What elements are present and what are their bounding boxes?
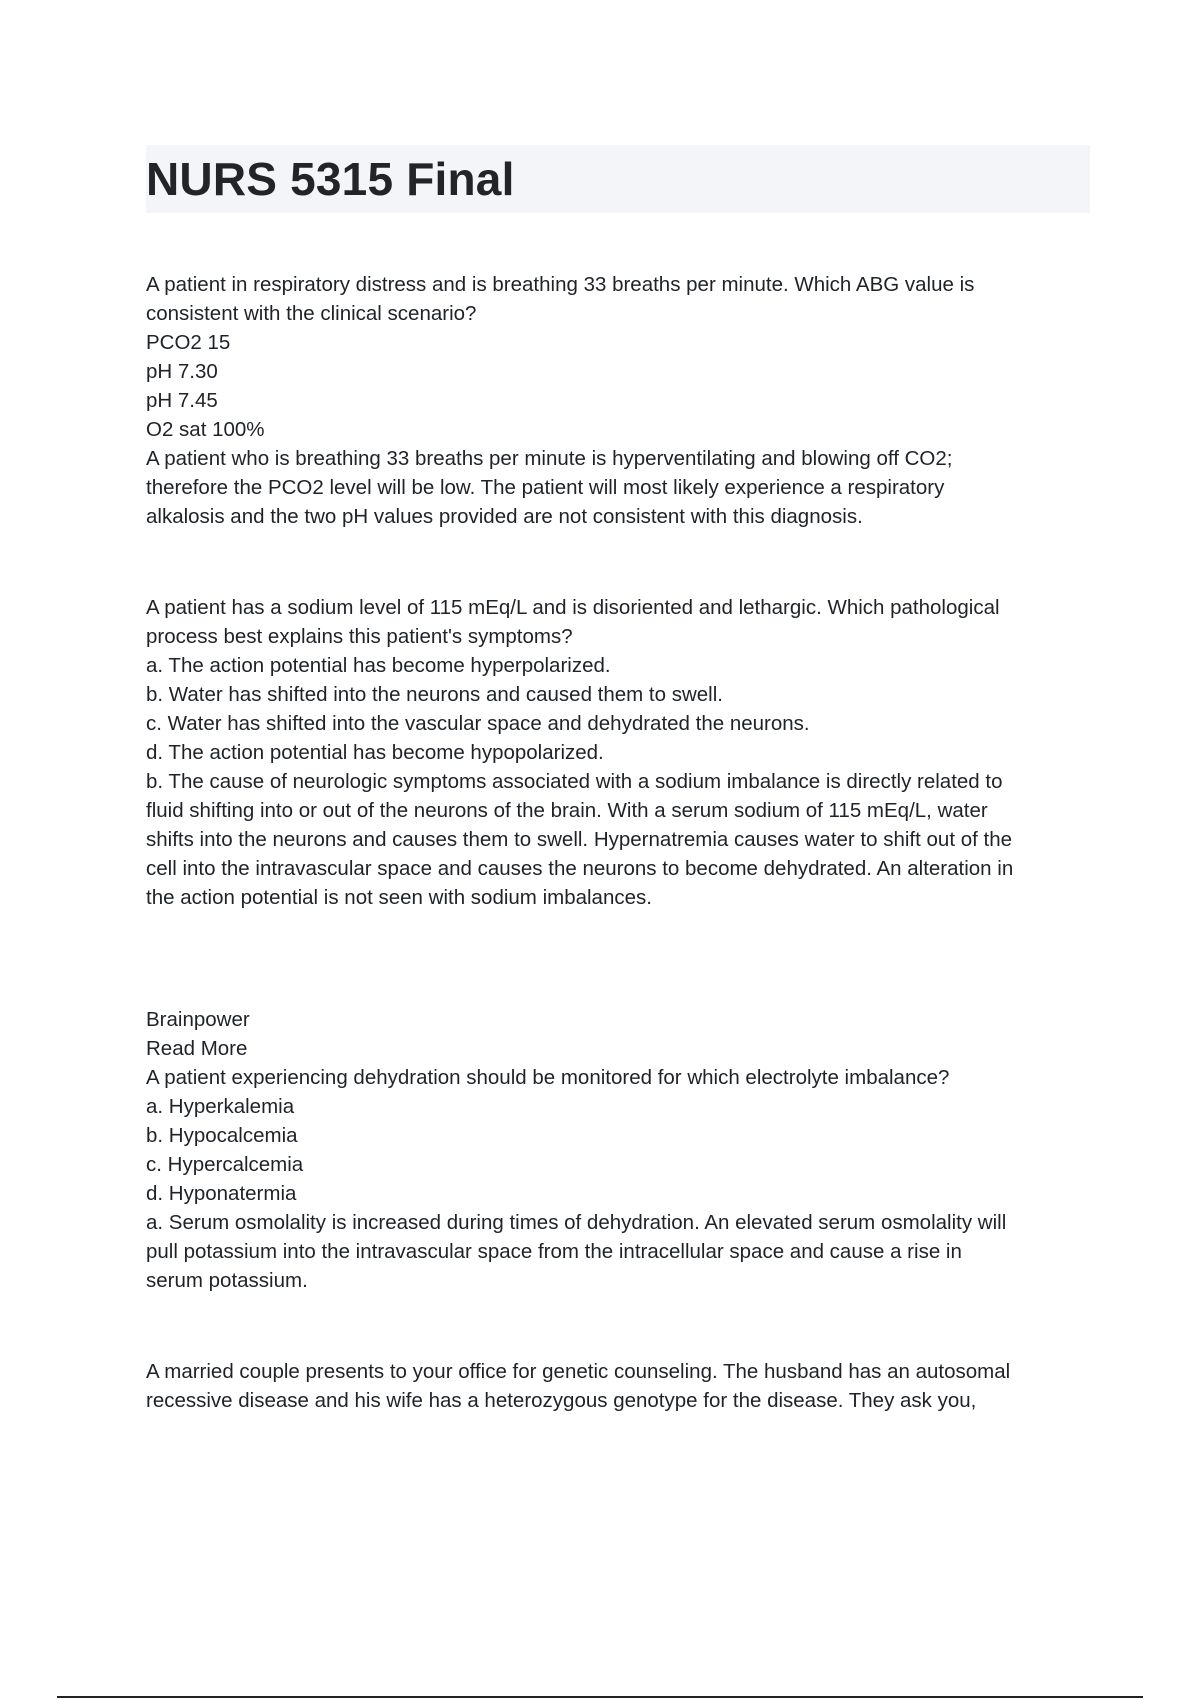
- rationale-text: a. Serum osmolality is increased during times of dehydration. An elevated serum osmolality will: [146, 1211, 1007, 1234]
- answer-option: b. Water has shifted into the neurons and caused them to swell.: [146, 683, 723, 706]
- question-block-2: [146, 593, 1092, 912]
- rationale-text: cell into the intravascular space and causes the neurons to become dehydrated. An alteration in: [146, 857, 1014, 880]
- rationale-text: serum potassium.: [146, 1269, 308, 1292]
- answer-option: c. Water has shifted into the vascular space and dehydrated the neurons.: [146, 712, 810, 735]
- read-more-link[interactable]: Read More: [146, 1037, 248, 1060]
- question-text: A patient has a sodium level of 115 mEq/L and is disoriented and lethargic. Which pathological: [146, 596, 1000, 619]
- rationale-text: fluid shifting into or out of the neurons of the brain. With a serum sodium of 115 mEq/L, water: [146, 799, 988, 822]
- answer-option: b. Hypocalcemia: [146, 1124, 298, 1147]
- answer-option: d. The action potential has become hypopolarized.: [146, 741, 604, 764]
- rationale-text: shifts into the neurons and causes them to swell. Hypernatremia causes water to shift out of the: [146, 828, 1013, 851]
- page-title: NURS 5315 Final: [146, 153, 515, 205]
- answer-option: c. Hypercalcemia: [146, 1153, 304, 1176]
- question-text: process best explains this patient's symptoms?: [146, 625, 573, 648]
- rationale-text: A patient who is breathing 33 breaths per minute is hyperventilating and blowing off CO2;: [146, 447, 953, 470]
- rationale-text: therefore the PCO2 level will be low. The patient will most likely experience a respiratory: [146, 476, 945, 499]
- question-block-4: [146, 1357, 1092, 1415]
- title-banner: [146, 145, 1090, 213]
- question-text: recessive disease and his wife has a heterozygous genotype for the disease. They ask you,: [146, 1389, 977, 1412]
- ad-label: Brainpower: [146, 1008, 250, 1031]
- answer-option: PCO2 15: [146, 331, 231, 354]
- answer-option: pH 7.30: [146, 360, 218, 383]
- question-text: A patient in respiratory distress and is breathing 33 breaths per minute. Which ABG value is: [146, 273, 975, 296]
- question-block-1: [146, 270, 1092, 531]
- rationale-text: alkalosis and the two pH values provided are not consistent with this diagnosis.: [146, 505, 863, 528]
- question-block-3: [146, 1005, 1092, 1295]
- question-text: A married couple presents to your office for genetic counseling. The husband has an autosomal: [146, 1360, 1011, 1383]
- page-bottom-divider: [57, 1696, 1143, 1698]
- answer-option: a. Hyperkalemia: [146, 1095, 295, 1118]
- rationale-text: b. The cause of neurologic symptoms associated with a sodium imbalance is directly related to: [146, 770, 1003, 793]
- question-text: A patient experiencing dehydration should be monitored for which electrolyte imbalance?: [146, 1066, 950, 1089]
- rationale-text: the action potential is not seen with sodium imbalances.: [146, 886, 652, 909]
- answer-option: d. Hyponatermia: [146, 1182, 297, 1205]
- question-text: consistent with the clinical scenario?: [146, 302, 477, 325]
- answer-option: pH 7.45: [146, 389, 218, 412]
- rationale-text: pull potassium into the intravascular space from the intracellular space and cause a rise in: [146, 1240, 962, 1263]
- answer-option: a. The action potential has become hyperpolarized.: [146, 654, 611, 677]
- answer-option: O2 sat 100%: [146, 418, 265, 441]
